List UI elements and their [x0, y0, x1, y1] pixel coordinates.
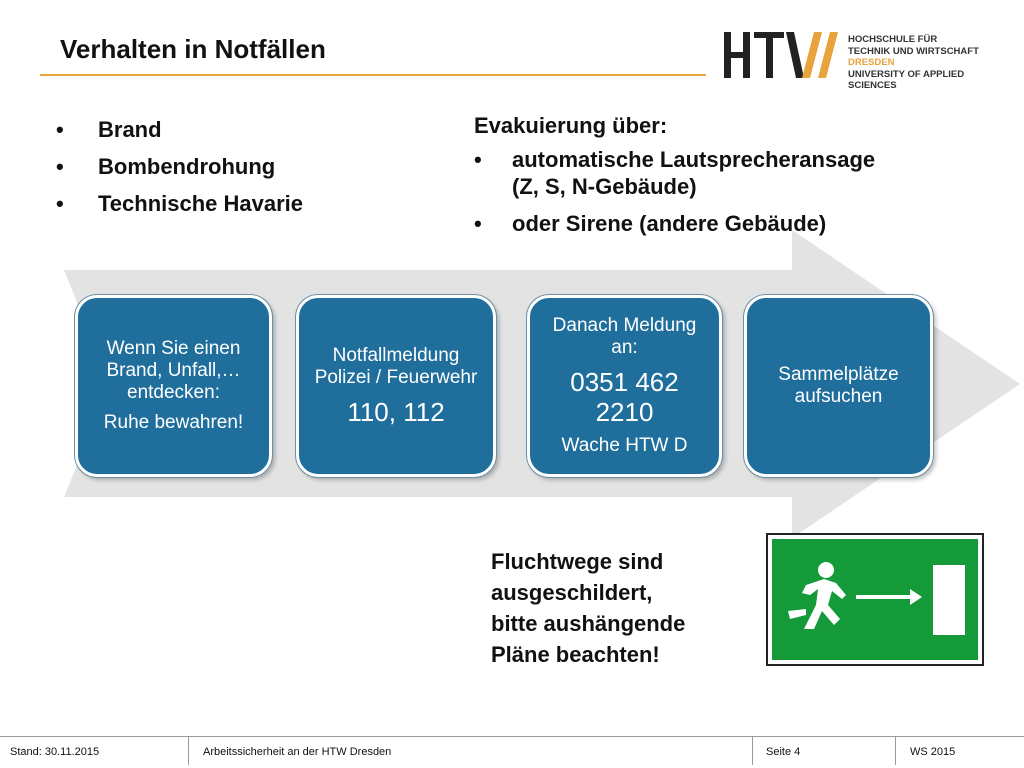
footer-page-number: Seite 4: [766, 746, 801, 758]
logo-line-1: HOCHSCHULE FÜR: [848, 34, 938, 45]
guard-phone-number: 0351 462 2210: [570, 367, 679, 427]
list-item: • Bombendrohung: [56, 154, 276, 179]
list-item: • Brand: [56, 117, 162, 142]
list-item: • automatische Lautsprecheransage (Z, S, N-Gebäude): [474, 147, 876, 199]
footer-divider: [188, 737, 189, 765]
list-item-label: Brand: [98, 117, 162, 142]
list-item-label: Technische Havarie: [98, 191, 304, 216]
logo-line-3: DRESDEN: [848, 57, 895, 68]
footer-date: Stand: 30.11.2015: [10, 746, 100, 758]
footer-topic: Arbeitssicherheit an der HTW Dresden: [203, 746, 392, 758]
escape-route-note: [491, 546, 685, 670]
emergency-number: 110, 112: [347, 397, 445, 427]
escape-line: bitte aushängende: [491, 611, 686, 636]
footer-divider: [895, 737, 896, 765]
logo-line-2: TECHNIK UND WIRTSCHAFT: [848, 45, 979, 57]
slide-footer: [0, 736, 1024, 767]
step-text: Ruhe bewahren!: [103, 412, 244, 433]
escape-line: ausgeschildert,: [491, 580, 653, 605]
list-item: • Technische Havarie: [56, 191, 304, 216]
footer-semester: WS 2015: [910, 746, 956, 758]
logo-line-4: UNIVERSITY OF APPLIED SCIENCES: [848, 68, 965, 91]
evacuation-heading: Evakuierung über:: [474, 113, 668, 138]
step-text: Wache HTW D: [561, 435, 688, 456]
step-box-assembly-point: [744, 295, 933, 477]
emergency-exit-sign-icon: [766, 533, 984, 666]
step-box-notify-guard: [527, 295, 722, 477]
step-text: Danach Meldung an:: [552, 315, 697, 358]
step-text: Sammelplätze aufsuchen: [778, 364, 899, 407]
list-item-label: oder Sirene (andere Gebäude): [512, 211, 827, 236]
list-item-label: Bombendrohung: [98, 154, 276, 179]
list-item-label: automatische Lautsprecheransage (Z, S, N-Gebäude): [512, 147, 876, 199]
list-item: • oder Sirene (andere Gebäude): [474, 211, 827, 236]
step-text: Notfallmeldung Polizei / Feuerwehr: [314, 345, 478, 388]
step-text: Wenn Sie einen Brand, Unfall,… entdecken:: [106, 338, 241, 403]
escape-line: Pläne beachten!: [491, 642, 660, 667]
escape-line: Fluchtwege sind: [491, 549, 664, 574]
step-box-emergency-call: [296, 295, 496, 477]
footer-divider: [752, 737, 753, 765]
step-box-discover: [75, 295, 272, 477]
slide-title: Verhalten in Notfällen: [60, 34, 326, 64]
